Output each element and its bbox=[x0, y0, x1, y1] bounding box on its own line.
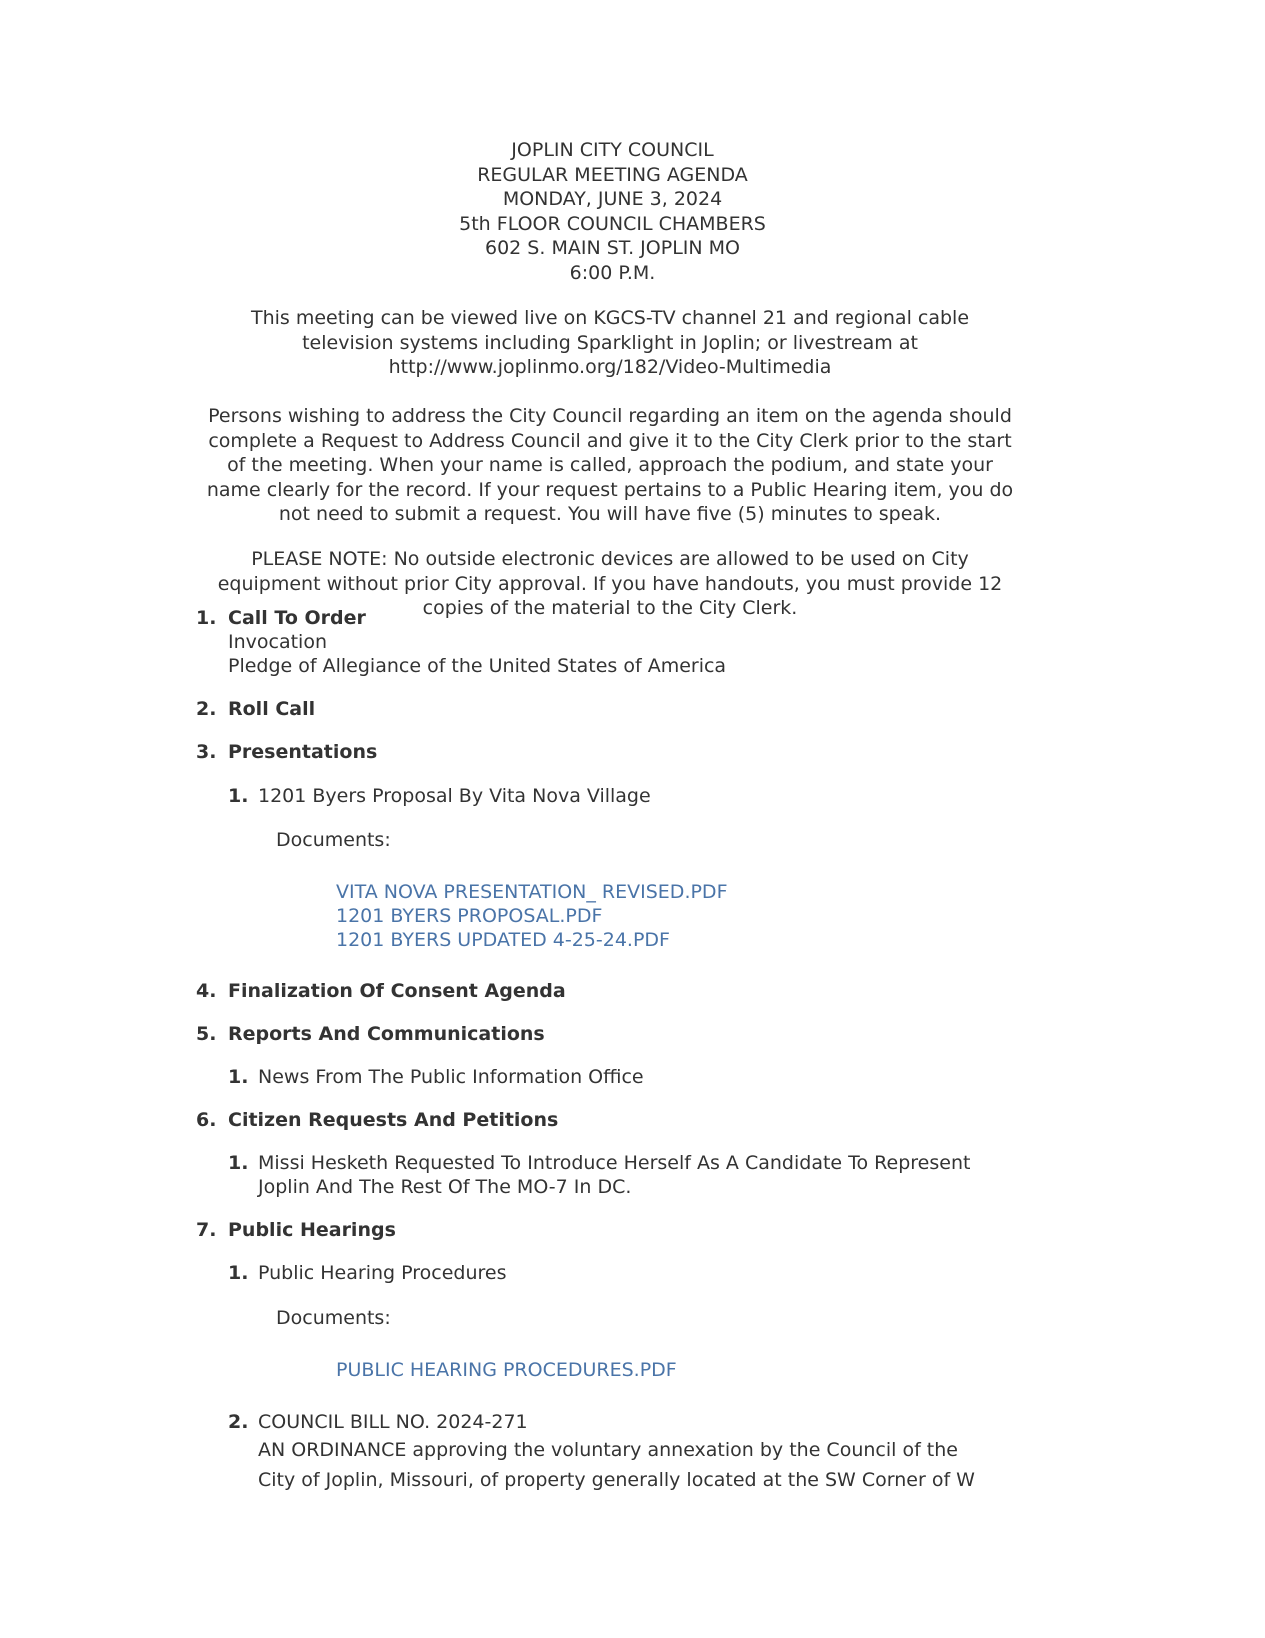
subitem-text-council-bill: COUNCIL BILL NO. 2024-271 bbox=[258, 1411, 528, 1433]
notice-line: complete a Request to Address Council and give it to the City Clerk prior to the start bbox=[208, 429, 1012, 452]
item-line-pledge: Pledge of Allegiance of the United States of America bbox=[228, 655, 727, 677]
item-title-roll-call: Roll Call bbox=[228, 698, 316, 720]
subitem-text-hesketh-cont: Joplin And The Rest Of The MO-7 In DC. bbox=[258, 1176, 632, 1198]
notice-line: equipment without prior City approval. If you have handouts, you must provide 12 bbox=[217, 572, 1003, 595]
subitem-number: 1. bbox=[228, 785, 249, 807]
agenda-header bbox=[0, 138, 1225, 285]
notice-line: of the meeting. When your name is called, approach the podium, and state your bbox=[227, 454, 993, 476]
notice-line: name clearly for the record. If your request pertains to a Public Hearing item, you do bbox=[206, 478, 1014, 501]
notice-line: not need to submit a request. You will have five (5) minutes to speak. bbox=[278, 503, 942, 525]
documents-label: Documents: bbox=[276, 1307, 391, 1329]
meeting-date: MONDAY, JUNE 3, 2024 bbox=[502, 188, 723, 210]
subitem-number: 2. bbox=[228, 1411, 249, 1433]
meeting-room: 5th FLOOR COUNCIL CHAMBERS bbox=[459, 212, 766, 235]
item-line-invocation: Invocation bbox=[228, 631, 327, 653]
document-link[interactable]: VITA NOVA PRESENTATION_ REVISED.PDF bbox=[336, 881, 728, 903]
subitem-text-byers-proposal: 1201 Byers Proposal By Vita Nova Village bbox=[258, 785, 651, 807]
livestream-url[interactable]: http://www.joplinmo.org/182/Video-Multimedia bbox=[388, 356, 832, 378]
item-number: 6. bbox=[196, 1109, 217, 1131]
subitem-number: 1. bbox=[228, 1066, 249, 1088]
ordinance-text-line: City of Joplin, Missouri, of property generally located at the SW Corner of W bbox=[258, 1469, 975, 1491]
document-link[interactable]: 1201 BYERS UPDATED 4-25-24.PDF bbox=[336, 929, 670, 951]
document-link[interactable]: 1201 BYERS PROPOSAL.PDF bbox=[336, 905, 603, 927]
notice-line: copies of the material to the City Clerk. bbox=[422, 597, 798, 619]
subitem-text-procedures: Public Hearing Procedures bbox=[258, 1262, 507, 1284]
address-council-notice bbox=[170, 404, 1050, 527]
livestream-notice bbox=[170, 306, 1050, 380]
meeting-type: REGULAR MEETING AGENDA bbox=[477, 163, 748, 186]
notice-line: television systems including Sparklight in Joplin; or livestream at bbox=[302, 331, 918, 354]
item-title-citizen-requests: Citizen Requests And Petitions bbox=[228, 1109, 559, 1131]
subitem-text-pio-news: News From The Public Information Office bbox=[258, 1066, 644, 1088]
item-title-public-hearings: Public Hearings bbox=[228, 1219, 396, 1241]
council-name: JOPLIN CITY COUNCIL bbox=[511, 139, 714, 161]
subitem-number: 1. bbox=[228, 1152, 249, 1174]
item-number: 5. bbox=[196, 1023, 217, 1045]
item-number: 4. bbox=[196, 980, 217, 1002]
notice-line: PLEASE NOTE: No outside electronic devices are allowed to be used on City bbox=[251, 548, 969, 570]
documents-label: Documents: bbox=[276, 829, 391, 851]
item-title-reports: Reports And Communications bbox=[228, 1023, 545, 1045]
item-number: 3. bbox=[196, 741, 217, 763]
item-title-call-to-order: Call To Order bbox=[228, 607, 366, 629]
notice-line: This meeting can be viewed live on KGCS-TV channel 21 and regional cable bbox=[250, 307, 970, 329]
notice-line: Persons wishing to address the City Council regarding an item on the agenda should bbox=[208, 405, 1012, 427]
item-title-consent-agenda: Finalization Of Consent Agenda bbox=[228, 980, 566, 1002]
ordinance-text-line: AN ORDINANCE approving the voluntary annexation by the Council of the bbox=[258, 1439, 958, 1461]
item-title-presentations: Presentations bbox=[228, 741, 378, 763]
meeting-address: 602 S. MAIN ST. JOPLIN MO bbox=[485, 237, 740, 259]
meeting-time: 6:00 P.M. bbox=[569, 261, 656, 284]
subitem-text-hesketh: Missi Hesketh Requested To Introduce Herself As A Candidate To Represent bbox=[258, 1152, 971, 1174]
item-number: 1. bbox=[196, 607, 217, 629]
item-number: 7. bbox=[196, 1219, 217, 1241]
document-link[interactable]: PUBLIC HEARING PROCEDURES.PDF bbox=[336, 1359, 677, 1381]
subitem-number: 1. bbox=[228, 1262, 249, 1284]
item-number: 2. bbox=[196, 698, 217, 720]
